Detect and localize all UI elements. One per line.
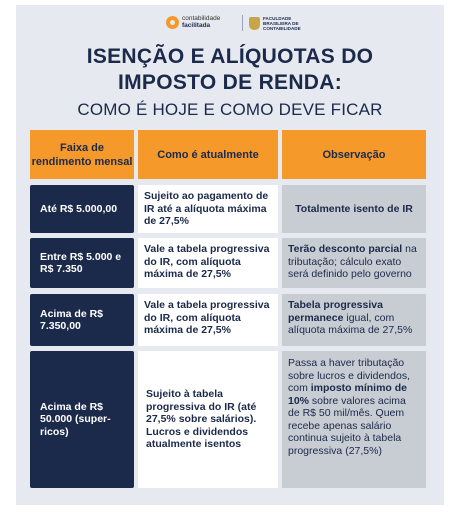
logo-divider <box>242 15 243 31</box>
contabilidade-facilitada-logo <box>166 15 220 29</box>
row4-obs-part1: Passa a haver tributação sobre lucros e dividendos, com <box>288 357 410 394</box>
row4-atual: Sujeito à tabela progressiva do IR (até 27,5% sobre salários). Lucros e dividendos atualmente isentos <box>138 351 278 488</box>
row3-observacao <box>282 294 426 346</box>
row3-atual: Vale a tabela progressiva do IR, com alíquota máxima de 27,5% <box>138 294 278 346</box>
row4-obs-bold: imposto mínimo de 10% <box>288 382 408 407</box>
logo2-line3: CONTABILIDADE <box>263 26 301 31</box>
row2-obs-rest: na tributação; cálculo exato será definido pelo governo <box>288 243 417 280</box>
logo1-line1: contabilidade <box>182 15 221 22</box>
row1-faixa: Até R$ 5.000,00 <box>30 185 134 233</box>
page-subtitle: COMO É HOJE E COMO DEVE FICAR <box>77 100 383 119</box>
row4-obs-part2: sobre valores acima de R$ 50 mil/mês. Quem recebe apenas salário continua sujeito à tabela progressiva (27,5%) <box>288 394 406 457</box>
page-title-line2: IMPOSTO DE RENDA: <box>117 71 343 94</box>
row2-observacao <box>282 238 426 288</box>
row2-faixa: Entre R$ 5.000 e R$ 7.350 <box>30 238 134 288</box>
row3-faixa: Acima de R$ 7.350,00 <box>30 294 134 346</box>
brand-mark-icon <box>166 16 179 29</box>
header-faixa: Faixa de rendimento mensal <box>30 130 134 179</box>
logo2-line1: FACULDADE <box>263 16 292 21</box>
row1-obs-bold: Totalmente isento de IR <box>295 202 413 215</box>
row4-observacao <box>282 351 426 488</box>
seal-icon <box>249 17 260 30</box>
header-observacao: Observação <box>282 130 426 179</box>
logo1-line2: facilitada <box>182 22 211 29</box>
row1-observacao <box>282 185 426 233</box>
row2-obs-bold: Terão desconto parcial <box>288 243 403 255</box>
row4-faixa: Acima de R$ 50.000 (super-ricos) <box>30 351 134 488</box>
row2-atual: Vale a tabela progressiva do IR, com alíquota máxima de 27,5% <box>138 238 278 288</box>
page-title-line1: ISENÇÃO E ALÍQUOTAS DO <box>86 45 374 68</box>
logo2-line2: BRASILEIRA DE <box>263 21 299 26</box>
faculdade-logo <box>249 16 301 31</box>
infographic-card <box>16 5 444 505</box>
row3-obs-bold: Tabela progressiva permanece <box>288 299 383 324</box>
row1-atual: Sujeito ao pagamento de IR até a alíquota máxima de 27,5% <box>138 185 278 233</box>
header-atual: Como é atualmente <box>138 130 278 179</box>
logos-bar <box>16 15 444 33</box>
row3-obs-rest: igual, com alíquota máxima de 27,5% <box>288 311 413 336</box>
